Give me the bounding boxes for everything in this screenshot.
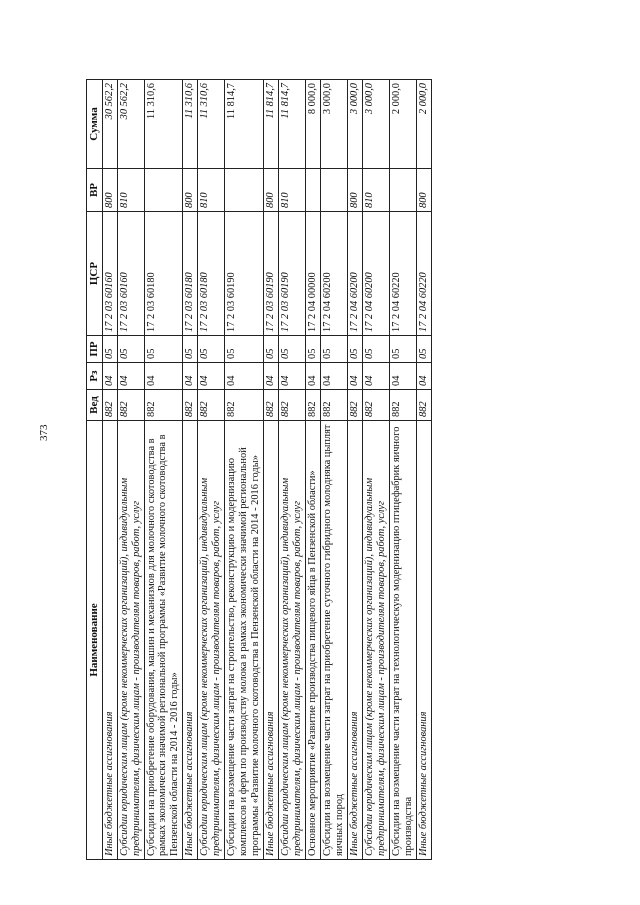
cell-sum: 11 310,6 (198, 80, 225, 169)
cell-vr (144, 169, 183, 212)
cell-csr: 17 2 03 60180 (183, 212, 198, 336)
cell-rz: 04 (305, 363, 320, 390)
cell-ved: 882 (389, 390, 416, 421)
cell-name: Субсидии юридическим лицам (кроме некоммерческих организаций), индивидуальным предпринимателям, физическим лицам - производителям товаров, работ, услуг (198, 421, 225, 860)
cell-rz: 04 (416, 363, 431, 390)
cell-rz: 04 (362, 363, 389, 390)
cell-vr: 800 (264, 169, 279, 212)
header-ved: Вед (87, 390, 103, 421)
cell-sum: 3 000,0 (362, 80, 389, 169)
table-row (198, 80, 225, 860)
cell-sum: 3 000,0 (320, 80, 347, 169)
cell-name: Субсидии юридическим лицам (кроме некоммерческих организаций), индивидуальным предпринимателям, физическим лицам - производителям товаров, работ, услуг (279, 421, 306, 860)
cell-vr: 800 (347, 169, 362, 212)
cell-pr: 05 (279, 336, 306, 363)
table-row (347, 80, 362, 860)
cell-rz: 04 (183, 363, 198, 390)
table-row (264, 80, 279, 860)
cell-vr (305, 169, 320, 212)
cell-vr: 810 (362, 169, 389, 212)
cell-ved: 882 (144, 390, 183, 421)
cell-ved: 882 (416, 390, 431, 421)
cell-name: Субсидии на возмещение части затрат на строительство, реконструкцию и модернизацию комплексов и ферм по производству молока в рамках экономически значимой региональной программы «Развитие молочного скотоводства в Пензенской области на 2014 - 2016 годы» (225, 421, 264, 860)
cell-ved: 882 (320, 390, 347, 421)
cell-vr: 800 (102, 169, 117, 212)
cell-sum: 11 310,6 (183, 80, 198, 169)
cell-pr: 05 (183, 336, 198, 363)
table-row (305, 80, 320, 860)
cell-vr (320, 169, 347, 212)
cell-csr: 17 2 04 60200 (320, 212, 347, 336)
table-row (144, 80, 183, 860)
cell-csr: 17 2 04 00000 (305, 212, 320, 336)
cell-ved: 882 (225, 390, 264, 421)
cell-csr: 17 2 03 60160 (102, 212, 117, 336)
header-rz: Рз (87, 363, 103, 390)
header-sum: Сумма (87, 80, 103, 169)
cell-sum: 8 000,0 (305, 80, 320, 169)
cell-pr: 05 (144, 336, 183, 363)
cell-ved: 882 (102, 390, 117, 421)
cell-ved: 882 (362, 390, 389, 421)
cell-vr: 810 (279, 169, 306, 212)
table-row (183, 80, 198, 860)
header-vr: ВР (87, 169, 103, 212)
table-row (117, 80, 144, 860)
cell-pr: 05 (102, 336, 117, 363)
cell-sum: 3 000,0 (347, 80, 362, 169)
page-number: 373 (38, 424, 50, 441)
header-name: Наименование (87, 421, 103, 860)
cell-ved: 882 (198, 390, 225, 421)
cell-rz: 04 (198, 363, 225, 390)
cell-sum: 11 814,7 (279, 80, 306, 169)
cell-name: Иные бюджетные ассигнования (347, 421, 362, 860)
cell-name: Иные бюджетные ассигнования (102, 421, 117, 860)
cell-csr: 17 2 03 60190 (225, 212, 264, 336)
header-pr: ПР (87, 336, 103, 363)
cell-sum: 2 000,0 (416, 80, 431, 169)
table-row (416, 80, 431, 860)
budget-table (86, 79, 432, 860)
cell-pr: 05 (389, 336, 416, 363)
header-csr: ЦСР (87, 212, 103, 336)
cell-pr: 05 (198, 336, 225, 363)
cell-csr: 17 2 03 60190 (264, 212, 279, 336)
cell-sum: 11 814,7 (264, 80, 279, 169)
cell-csr: 17 2 03 60190 (279, 212, 306, 336)
cell-name: Субсидии на приобретение оборудования, машин и механизмов для молочного скотоводства в рамках экономически значимой региональной программы «Развитие молочного скотоводства в Пензенской области на 2014 - 2016 годы» (144, 421, 183, 860)
table-row (279, 80, 306, 860)
cell-pr: 05 (264, 336, 279, 363)
cell-ved: 882 (117, 390, 144, 421)
cell-name: Субсидии юридическим лицам (кроме некоммерческих организаций), индивидуальным предпринимателям, физическим лицам - производителям товаров, работ, услуг (362, 421, 389, 860)
table-row (389, 80, 416, 860)
cell-name: Иные бюджетные ассигнования (416, 421, 431, 860)
cell-vr (225, 169, 264, 212)
cell-pr: 05 (225, 336, 264, 363)
cell-vr: 810 (198, 169, 225, 212)
cell-rz: 04 (279, 363, 306, 390)
cell-name: Субсидии на возмещение части затрат на приобретение суточного гибридного молодняка цыплят яичных пород (320, 421, 347, 860)
cell-rz: 04 (347, 363, 362, 390)
cell-sum: 2 000,0 (389, 80, 416, 169)
cell-csr: 17 2 04 60220 (416, 212, 431, 336)
cell-sum: 11 310,6 (144, 80, 183, 169)
cell-csr: 17 2 03 60180 (198, 212, 225, 336)
cell-csr: 17 2 03 60180 (144, 212, 183, 336)
cell-vr: 800 (416, 169, 431, 212)
cell-csr: 17 2 04 60200 (362, 212, 389, 336)
cell-rz: 04 (264, 363, 279, 390)
cell-pr: 05 (305, 336, 320, 363)
cell-vr: 810 (117, 169, 144, 212)
table-row (102, 80, 117, 860)
table-row (225, 80, 264, 860)
cell-ved: 882 (279, 390, 306, 421)
cell-rz: 04 (225, 363, 264, 390)
cell-pr: 05 (347, 336, 362, 363)
cell-ved: 882 (183, 390, 198, 421)
cell-vr (389, 169, 416, 212)
table-body (102, 80, 431, 860)
cell-pr: 05 (117, 336, 144, 363)
cell-pr: 05 (362, 336, 389, 363)
cell-csr: 17 2 04 60200 (347, 212, 362, 336)
cell-ved: 882 (347, 390, 362, 421)
cell-rz: 04 (389, 363, 416, 390)
cell-csr: 17 2 03 60160 (117, 212, 144, 336)
cell-name: Субсидии юридическим лицам (кроме некоммерческих организаций), индивидуальным предпринимателям, физическим лицам - производителям товаров, работ, услуг (117, 421, 144, 860)
cell-name: Субсидии на возмещение части затрат на технологическую модернизацию птицефабрик яичного производства (389, 421, 416, 860)
cell-pr: 05 (416, 336, 431, 363)
cell-rz: 04 (102, 363, 117, 390)
cell-sum: 30 562,2 (102, 80, 117, 169)
cell-pr: 05 (320, 336, 347, 363)
cell-ved: 882 (305, 390, 320, 421)
cell-name: Иные бюджетные ассигнования (264, 421, 279, 860)
table-row (362, 80, 389, 860)
cell-vr: 800 (183, 169, 198, 212)
table-row (320, 80, 347, 860)
rotated-table-container (86, 80, 606, 860)
cell-rz: 04 (117, 363, 144, 390)
table-header-row (87, 80, 103, 860)
cell-csr: 17 2 04 60220 (389, 212, 416, 336)
cell-name: Основное мероприятие «Развитие производства пищевого яйца в Пензенской области» (305, 421, 320, 860)
cell-sum: 11 814,7 (225, 80, 264, 169)
cell-rz: 04 (320, 363, 347, 390)
cell-rz: 04 (144, 363, 183, 390)
cell-sum: 30 562,2 (117, 80, 144, 169)
cell-name: Иные бюджетные ассигнования (183, 421, 198, 860)
cell-ved: 882 (264, 390, 279, 421)
